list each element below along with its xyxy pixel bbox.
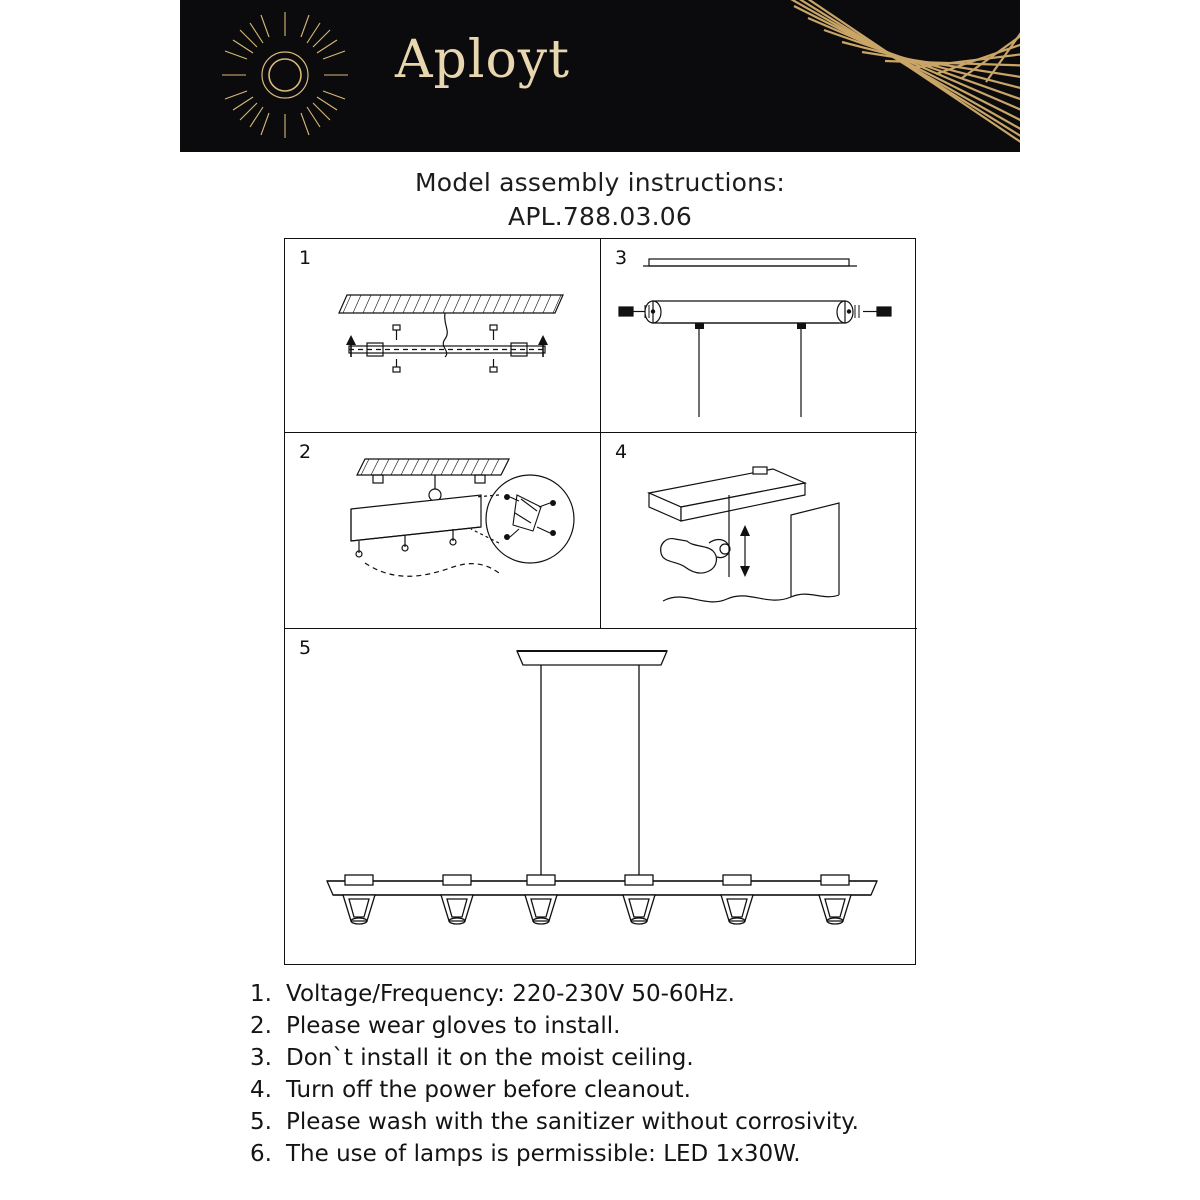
base-plate-attachment-detail-diagram	[285, 433, 601, 629]
assembly-steps-grid	[284, 238, 916, 965]
page-title	[0, 166, 1200, 234]
instructions-title: Model assembly instructions:	[414, 168, 786, 197]
radiating-rays-icon	[710, 0, 1020, 152]
list-item	[236, 1010, 1036, 1042]
step-1-number: 1	[299, 247, 312, 269]
step-3-number: 3	[615, 247, 628, 269]
list-item	[236, 978, 1036, 1010]
note-index: 1.	[250, 981, 272, 1007]
canopy-wiring-connection-diagram	[601, 239, 917, 433]
step-5-cell	[285, 629, 917, 966]
note-text: Voltage/Frequency: 220-230V 50-60Hz.	[286, 981, 735, 1007]
model-code: APL.788.03.06	[508, 202, 692, 231]
note-text: Turn off the power before cleanout.	[286, 1077, 691, 1103]
note-index: 3.	[250, 1045, 272, 1071]
note-text: The use of lamps is permissible: LED 1x30W.	[286, 1141, 801, 1167]
sunburst-icon	[220, 10, 350, 140]
assembled-linear-pendant-lamp-diagram	[285, 629, 917, 966]
note-text: Please wash with the sanitizer without corrosivity.	[286, 1109, 859, 1135]
step-4-number: 4	[615, 441, 628, 463]
note-text: Please wear gloves to install.	[286, 1013, 621, 1039]
note-index: 4.	[250, 1077, 272, 1103]
list-item	[236, 1138, 1036, 1170]
list-item	[236, 1106, 1036, 1138]
brand-banner	[180, 0, 1020, 152]
ceiling-bracket-mounting-diagram	[285, 239, 601, 433]
step-1-cell	[285, 239, 601, 433]
brand-name: Aployt	[395, 30, 571, 90]
safety-notes-list	[236, 978, 1036, 1170]
step-2-cell	[285, 433, 601, 629]
step-2-number: 2	[299, 441, 312, 463]
step-3-cell	[601, 239, 917, 433]
step-5-number: 5	[299, 637, 312, 659]
cable-height-adjustment-diagram	[601, 433, 917, 629]
list-item	[236, 1074, 1036, 1106]
step-4-cell	[601, 433, 917, 629]
note-index: 5.	[250, 1109, 272, 1135]
note-text: Don`t install it on the moist ceiling.	[286, 1045, 694, 1071]
list-item	[236, 1042, 1036, 1074]
note-index: 6.	[250, 1141, 272, 1167]
note-index: 2.	[250, 1013, 272, 1039]
